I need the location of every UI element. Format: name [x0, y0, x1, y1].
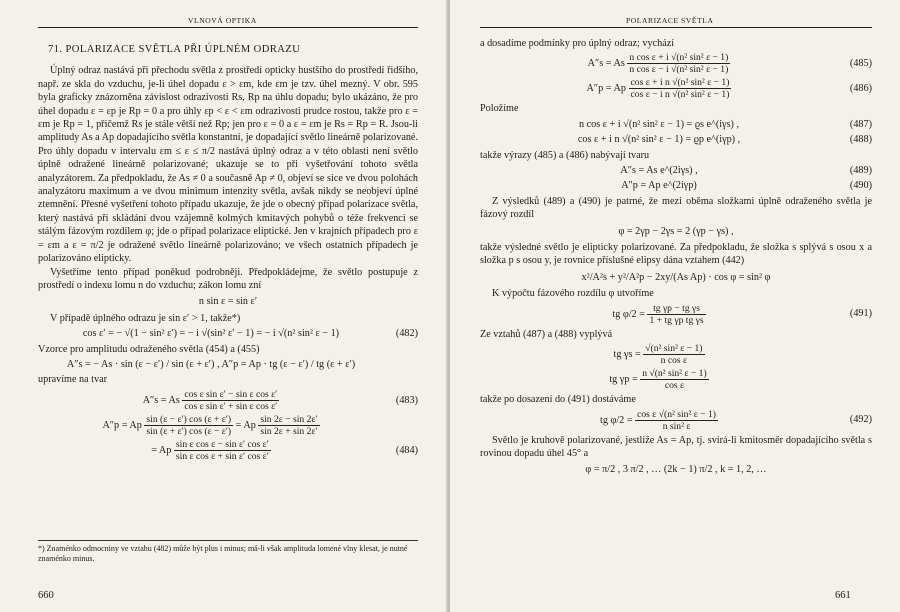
section-title: 71. POLARIZACE SVĚTLA PŘI ÚPLNÉM ODRAZU	[48, 44, 301, 55]
equation-454-as: A″s = − As · sin (ε − ε′) / sin (ε + ε′) ,	[66, 358, 220, 370]
page-number-right: 661	[835, 590, 851, 601]
paragraph-elliptic: takže výsledné světlo je elipticky polarizované. Za předpokladu, že složka s splývá s osou x a složka p s osou y, je rovnice příslušné elipsy dána vztahem (442)	[480, 242, 872, 267]
paragraph-after-substitution: takže po dosazení do (491) dostáváme	[480, 394, 636, 406]
equation-482	[38, 327, 418, 340]
equation-492-fraction: $\frac{\text{cos ε √(n² sin² ε − 1)}}{\text{n sin² ε}}$	[637, 408, 716, 432]
paragraph-takze: takže výrazy (485) a (486) nabývají tvaru	[480, 149, 650, 161]
equation-483-number: (483)	[395, 394, 418, 406]
equation-489: A″s = As e^(2iγs) , (489)	[620, 165, 872, 177]
equation-486-number: (486)	[849, 83, 872, 95]
paragraph-circular: Světlo je kruhově polarizované, jestliže As = Ap, tj. svírá-li kmitosměr dopadajícího světla s rovinou dopadu úhel 45° a	[480, 434, 872, 459]
equation-489-number: (489)	[849, 165, 872, 177]
paragraph-rewrite: upravíme na tvar	[38, 374, 108, 386]
equation-484-number: (484)	[395, 444, 418, 456]
paragraph-phase-difference: Z výsledků (489) a (490) je patrné, že mezi oběma složkami úplně odraženého světla je fázový rozdíl	[480, 195, 872, 221]
equation-488: cos ε + i n √(n² sin² ε − 1) = ϱp e^(iγp) , (488)	[577, 134, 872, 146]
paragraph-from-relations: Ze vztahů (487) a (488) vyplývá	[480, 328, 613, 340]
equation-487-number: (487)	[849, 118, 872, 130]
equation-454-455	[38, 358, 418, 371]
paragraph-total-reflection: V případě úplného odrazu je sin ε′ > 1, takže*)	[50, 312, 241, 324]
equation-455-ap: A″p = Ap · tg (ε − ε′) / tg (ε + ε′)	[221, 358, 356, 370]
equation-486: A″p = Ap $\frac{\text{cos ε + i n √(n² sin² ε − 1)}}{\text{cos ε − i n √(n² sin² ε − 1)}}$ (486)	[586, 77, 872, 101]
page-number-left: 660	[38, 590, 54, 601]
equation-488-number: (488)	[849, 134, 872, 146]
footnote: *) Znaménko odmocniny ve vztahu (482) může být plus i minus; má-li však amplituda lomené vlny klesat, je nutné znaménko minus.	[38, 540, 418, 564]
left-page	[0, 0, 448, 612]
equation-491-fraction: $\frac{\text{tg γp − tg γs}}{\text{1 + tg γp tg γs}}$	[649, 302, 704, 326]
header-rule-right	[480, 27, 872, 28]
equation-483	[38, 389, 418, 412]
left-column	[38, 37, 418, 464]
paragraph-compute: K výpočtu fázového rozdílu φ utvoříme	[492, 288, 654, 300]
paragraph-polozime: Položíme	[480, 103, 519, 115]
equation-484-lhs: A″p = Ap	[102, 419, 142, 431]
equation-492: tg φ/2 = $\frac{\text{cos ε √(n² sin² ε − 1)}}{\text{n sin² ε}}$ (492)	[600, 408, 872, 432]
equation-snell: n sin ε = sin ε′	[198, 296, 258, 308]
equation-487: n cos ε + i √(n² sin² ε − 1) = ϱs e^(iγs) , (487)	[578, 118, 872, 130]
equation-482-body: cos ε′ = − √(1 − sin² ε′) = − i √(sin² ε′ − 1) = − i √(n² sin² ε − 1)	[82, 328, 340, 340]
paragraph-setup: Vyšetříme tento případ poněkud podrobněji. Předpokládejme, že světlo postupuje z prostředí o indexu lomu n do vzduchu; zákon lomu zní	[38, 266, 418, 291]
equation-tg-gamma-s: tg γs = $\frac{\text{√(n² sin² ε − 1)}}{\text{n cos ε}}$	[613, 343, 703, 367]
equation-484-line2: = Ap $\frac{\text{sin ε cos ε − sin ε′ cos ε′}}{\text{sin ε cos ε + sin ε′ cos ε′}}$ (484)	[151, 438, 418, 462]
equation-485-number: (485)	[849, 58, 872, 70]
equation-tg-gamma-p: tg γp = $\frac{\text{n √(n² sin² ε − 1)}}{\text{cos ε}}$	[609, 368, 707, 392]
equation-491-number: (491)	[849, 308, 872, 320]
equation-ellipse: x²/A²s + y²/A²p − 2xy/(As Ap) · cos φ = sin² φ	[581, 271, 771, 283]
paragraph-intro: Úplný odraz nastává při přechodu světla z prostředí opticky hustšího do prostředí řidšího, např. ze skla do vzduchu, je-li úhel dopadu ε > εm, kde εm je tzv. úhel mezný. V obr. 595 byla graficky znázorněna závislost odrazivosti Rs, Rp na úhlu dopadu; bylo ukázáno, že pro úhel dopadu ε = εp je Rp = 0 a pro úhly εp < ε < εm odrazivosti prudce rostou, takže pro ε = εm je Rp = 1, přičemž Rs je stále větší než Rp; jen pro ε = 0 a ε = εm je Rs = Rp = R. Jsou-li amplitudy As a Ap dopadajícího světla konstantní, je dopadající světlo lineárně polarizované. Pro úhly dopadu v intervalu εm ≤ ε ≤ π/2 nastává úplný odraz a v této oblasti není světlo úplně odražené lineárně polarizované; ukazuje se to při vyšetřování tohoto světla analyzátorem. Za předpokladu, že As ≠ 0 a současně Ap ≠ 0, objeví se sice ve dvou polohách analyzátoru maximum a ve dvou minimum intenzity světla, avšak nikdy se neobjeví úplné ztemnění. Přesné vyšetření tohoto případu ukazuje, že jde o obecný případ polarizace světla, který nastává při skládání dvou vzájemně kolmých kmitavých pohybů o téže frekvenci se stálým fázovým rozdílem φ; jde o případ polarizace eliptické. Jen v krajních případech pro ε = εm a ε = π/2 je odražené světlo lineárně polarizováno; ve všech ostatních případech je polarizováno elipticky.	[38, 65, 418, 265]
equation-485-fraction: $\frac{\text{n cos ε + i √(n² sin² ε − 1)}}{\text{n cos ε − i √(n² sin² ε − 1)}}$	[629, 52, 729, 76]
equation-484-line1: A″p = Ap $\frac{\sin (\varepsilon - \varepsilon') \cos (\varepsilon + \varepsilon')}{\sin (\varepsilon + \varepsilon') \cos (\varepsilon - \varepsilon')}$ = Ap $\frac{\sin 2\varepsilon - \sin 2\varepsilon'}{\sin 2\varepsilon + \sin 2\varepsilon'}$	[102, 413, 318, 437]
equation-485: A″s = As $\frac{\text{n cos ε + i √(n² sin² ε − 1)}}{\text{n cos ε − i √(n² sin² ε − 1)}}$ (485)	[587, 52, 872, 76]
equation-490-number: (490)	[849, 180, 872, 192]
equation-484-fraction-3: $\frac{\text{sin ε cos ε − sin ε′ cos ε′}}{\text{sin ε cos ε + sin ε′ cos ε′}}$	[175, 438, 269, 462]
equation-483-fraction: $\frac{\text{cos ε sin ε′ − sin ε cos ε′}}{\text{cos ε sin ε′ + sin ε cos ε′}}$	[184, 388, 278, 412]
equation-phi: φ = 2γp − 2γs = 2 (γp − γs) ,	[618, 225, 734, 237]
equation-491: tg φ/2 = $\frac{\text{tg γp − tg γs}}{\text{1 + tg γp tg γs}}$ (491)	[612, 302, 872, 326]
equation-483-lhs: A″s = As	[142, 394, 180, 406]
equation-484-fraction-1: $\frac{\sin (\varepsilon - \varepsilon') \cos (\varepsilon + \varepsilon')}{\sin (\varepsilon + \varepsilon') \cos (\varepsilon - \varepsilon')}$	[146, 413, 232, 437]
running-header-right: POLARIZACE SVĚTLA	[626, 16, 714, 25]
paragraph-amplitude-formulas: Vzorce pro amplitudu odraženého světla (454) a (455)	[38, 343, 260, 355]
equation-484-fraction-2: $\frac{\sin 2\varepsilon - \sin 2\varepsilon'}{\sin 2\varepsilon + \sin 2\varepsilon'}$	[260, 413, 318, 437]
paragraph-substitute: a dosadíme podmínky pro úplný odraz; vychází	[480, 38, 675, 49]
running-header-left: VLNOVÁ OPTIKA	[188, 16, 257, 25]
equation-490: A″p = Ap e^(2iγp) (490)	[621, 180, 872, 192]
right-column	[480, 37, 872, 480]
equation-final: φ = π/2 , 3 π/2 , … (2k − 1) π/2 , k = 1, 2, …	[585, 464, 767, 476]
header-rule-left	[38, 27, 418, 28]
equation-486-fraction: $\frac{\text{cos ε + i n √(n² sin² ε − 1)}}{\text{cos ε − i n √(n² sin² ε − 1)}}$	[630, 77, 730, 101]
equation-492-number: (492)	[849, 414, 872, 426]
equation-482-number: (482)	[395, 328, 418, 340]
right-page	[450, 0, 900, 612]
